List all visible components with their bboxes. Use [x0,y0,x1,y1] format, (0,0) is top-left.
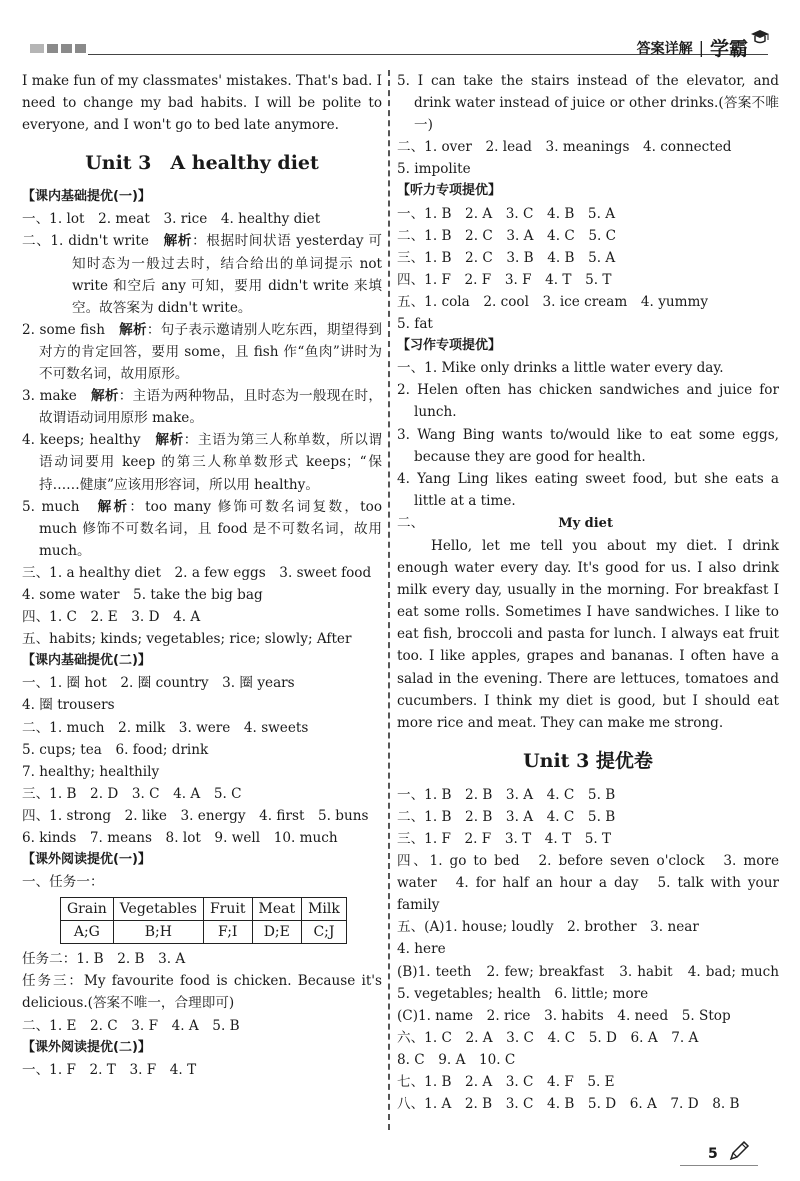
unit-title: Unit 3 A healthy diet [85,152,319,175]
intro-paragraph: I make fun of my classmates' mistakes. That's bad. I need to change my bad habits. I will be polite to everyone, and I won't go to bed late anymore. [22,73,382,134]
table-header-cell: Meat [252,898,302,921]
answer-explanation: 5. much 解析：too many 修饰可数名词复数，too much 修饰不可数名词，且 food 是不可数名词，故用 much。 [22,498,383,559]
section-heading: 【课内基础提优(一)】 [22,189,151,205]
answer-line: 任务二：1. B 2. B 3. A [22,951,186,968]
answer-line: 3. Wang Bing wants to/would like to eat some eggs, because they are good for health. [397,426,779,465]
answer-line: 5. cups; tea 6. food; drink [22,741,209,758]
answer-line: 四、1. F 2. F 3. F 4. T 5. T [397,271,612,288]
answer-line: 7. healthy; healthily [22,763,160,780]
answer-line: 三、1. F 2. F 3. T 4. T 5. T [397,831,612,847]
essay-title: My diet [558,515,613,531]
answer-line: 8. C 9. A 10. C [397,1051,516,1068]
answer-line: 任务三：My favourite food is chicken. Because it's delicious.(答案不唯一，合理即可) [22,973,382,1012]
answer-line: 五、habits; kinds; vegetables; rice; slowly; After [22,631,352,648]
section-heading: 【课外阅读提优(二)】 [22,1039,151,1055]
answer-line: (C)1. name 2. rice 3. habits 4. need 5. Stop [397,1007,731,1024]
section-heading: 【听力专项提优】 [397,183,502,199]
answer-line: 一、1. B 2. B 3. A 4. C 5. B [397,786,616,803]
header-brand-area [637,34,748,61]
answer-line: 5. impolite [397,161,471,178]
header-subject: 答案详解 [636,40,693,57]
header-decoration [30,44,86,53]
header-separator: | [698,38,704,57]
page-number: 5 [708,1146,718,1162]
table-header-cell: Grain [61,898,114,921]
table-cell: D;E [252,921,302,944]
pencil-icon [728,1140,750,1162]
answer-line: 二、1. E 2. C 3. F 4. A 5. B [22,1017,240,1034]
graduation-cap-icon [750,28,770,46]
table-cell: A;G [61,921,114,944]
unit-test-title: Unit 3 提优卷 [523,749,653,772]
answer-line: 七、1. B 2. A 3. C 4. F 5. E [397,1074,615,1091]
answer-line: 4. some water 5. take the big bag [22,586,263,603]
answer-line: 一、1. 圈 hot 2. 圈 country 3. 圈 years [22,675,295,692]
answer-explanation: 4. keeps; healthy 解析：主语为第三人称单数，所以谓语动词要用 keep 的第三人称单数形式 keeps；“保持……健康”应该用形容词，所以用 healthy。 [22,432,382,493]
section-heading: 【课内基础提优(二)】 [22,653,151,669]
answer-line: 八、1. A 2. B 3. C 4. B 5. D 6. A 7. D 8. B [397,1096,740,1113]
essay-heading [397,512,779,535]
answer-line: 五、(A)1. house; loudly 2. brother 3. near [397,919,699,936]
answer-line: 6. kinds 7. means 8. lot 9. well 10. much [22,830,338,846]
answer-line: 四、1. strong 2. like 3. energy 4. first 5. buns [22,807,369,824]
answer-line: 三、1. B 2. D 3. C 4. A 5. C [22,785,242,802]
answer-line: 五、1. cola 2. cool 3. ice cream 4. yummy [397,293,709,310]
footer-rule [680,1165,758,1166]
right-column [397,70,793,1115]
header-brand: 学霸 [709,38,748,60]
answer-line: 四、1. go to bed 2. before seven o'clock 3. more water 4. for half an hour a day 5. talk with your family [397,853,779,914]
section-heading: 【课外阅读提优(一)】 [22,852,151,868]
answer-line: 4. Yang Ling likes eating sweet food, but she eats a little at a time. [397,470,779,509]
answer-line: 一、1. F 2. T 3. F 4. T [22,1061,197,1078]
page-header [0,0,800,60]
answer-line: 4. here [397,941,446,958]
table-cell: B;H [113,921,203,944]
column-divider [388,70,390,1130]
answer-line: 一、1. Mike only drinks a little water every day. [397,360,724,377]
left-column [22,70,382,1081]
answer-line: (B)1. teeth 2. few; breakfast 3. habit 4. bad; much 5. vegetables; health 6. little; more [397,963,793,1002]
answer-line: 二、1. over 2. lead 3. meanings 4. connected [397,139,732,156]
table-header-cell: Vegetables [113,898,203,921]
answer-explanation: 3. make 解析：主语为两种物品，且时态为一般现在时，故谓语动词用原形 make。 [22,388,383,427]
answer-line: 一、任务一： [22,874,104,891]
answer-line: 六、1. C 2. A 3. C 4. C 5. D 6. A 7. A [397,1029,699,1046]
table-header-cell: Milk [302,898,347,921]
answer-line: 四、1. C 2. E 3. D 4. A [22,609,201,626]
answer-explanation: 二、1. didn't write 解析：根据时间状语 yesterday 可知时态为一般过去时，结合给出的单词提示 not write 和空后 any 可知，要用 didn't write 来填空。故答案为 didn't write。 [22,233,383,316]
essay-body: Hello, let me tell you about my diet. I drink enough water every day. It's good for us. I also drink milk every day, usually in the morning. For breakfast I eat some rolls. Sometimes I have sandwiches. I like to eat fish, broccoli and pasta for lunch. I always eat fruit too. I like apples, grapes and bananas. I often have a salad in the evening. There are lettuces, tomatoes and cucumbers. I think my diet is good, but I should eat more rice and meat. They can make me strong. [397,537,779,731]
answer-line: 5. I can take the stairs instead of the elevator, and drink water instead of juice or other drinks.(答案不唯一) [397,73,779,134]
answer-line: 二、1. B 2. C 3. A 4. C 5. C [397,227,617,244]
answer-line: 三、1. B 2. C 3. B 4. B 5. A [397,249,616,266]
answer-line: 一、1. lot 2. meat 3. rice 4. healthy diet [22,211,321,228]
answer-line: 二、1. B 2. B 3. A 4. C 5. B [397,808,616,825]
table-cell: C;J [302,921,347,944]
answer-line: 一、1. B 2. A 3. C 4. B 5. A [397,205,616,222]
table-header-row [61,898,347,921]
answer-line: 4. 圈 trousers [22,697,115,714]
essay-number: 二、 [397,514,425,531]
answer-line: 2. Helen often has chicken sandwiches and juice for lunch. [397,382,779,421]
answer-line: 5. fat [397,316,433,333]
table-row [61,921,347,944]
table-cell: F;I [203,921,252,944]
answer-explanation: 2. some fish 解析：句子表示邀请别人吃东西，期望得到对方的肯定回答，要用 some，且 fish 作“鱼肉”讲时为不可数名词，故用原形。 [22,321,383,383]
section-heading: 【习作专项提优】 [397,338,502,354]
answer-line: 三、1. a healthy diet 2. a few eggs 3. sweet food [22,564,372,581]
answer-line: 二、1. much 2. milk 3. were 4. sweets [22,719,309,736]
table-header-cell: Fruit [203,898,252,921]
task-table [60,897,347,944]
